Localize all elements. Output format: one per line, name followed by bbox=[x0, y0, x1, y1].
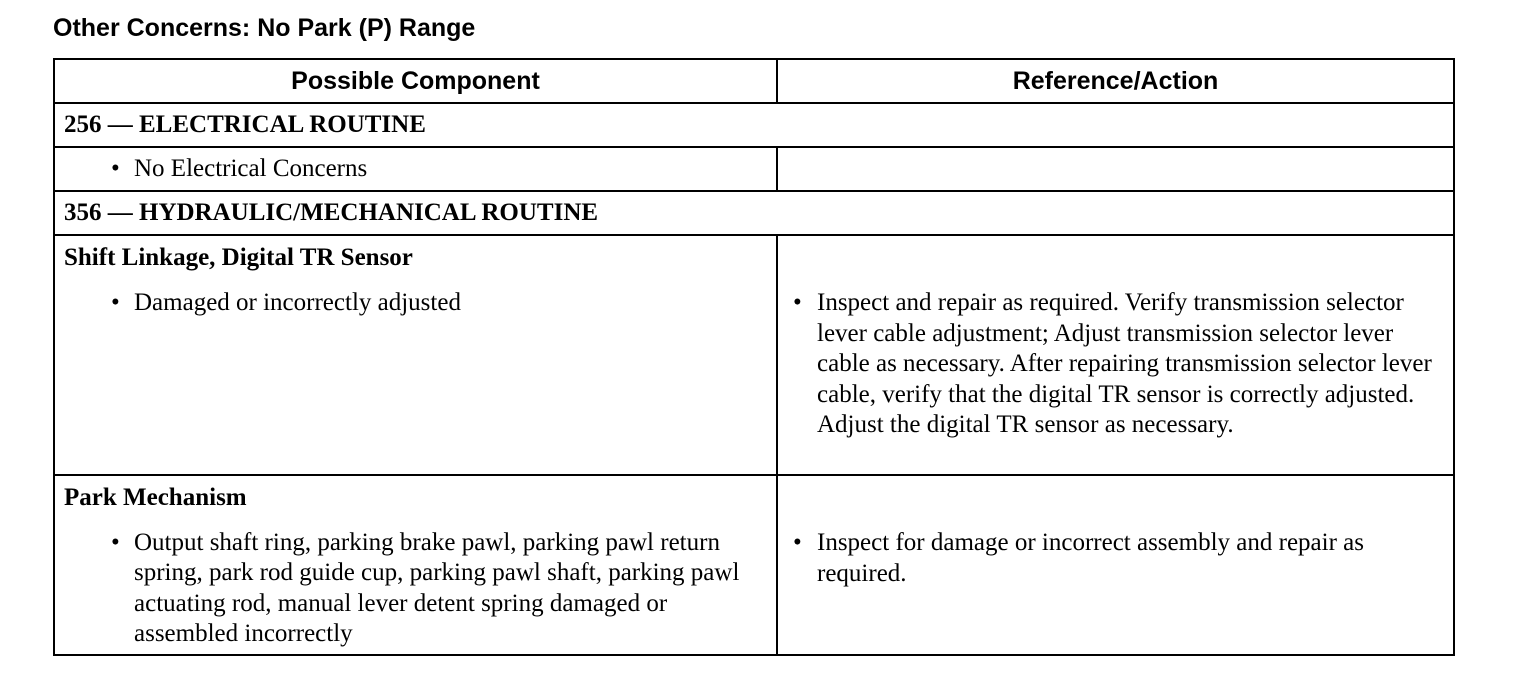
column-header-possible-component: Possible Component bbox=[54, 59, 777, 103]
component-heading: Park Mechanism bbox=[64, 484, 247, 511]
component-list bbox=[55, 528, 776, 650]
component-heading: Shift Linkage, Digital TR Sensor bbox=[64, 244, 413, 271]
bullet-icon: • bbox=[111, 528, 120, 556]
routine-row bbox=[54, 103, 1454, 147]
component-cell bbox=[54, 235, 777, 475]
list-item: • Inspect and repair as required. Verify transmission selector lever cable adjustment; Adjust transmission selector lever cable as necessary. After repairing transmission selector lever cable, verify that the digital TR sensor is correctly adjusted. Adjust the digital TR sensor as necessary. bbox=[793, 289, 1432, 438]
routine-row bbox=[54, 191, 1454, 235]
action-cell bbox=[777, 475, 1454, 655]
bullet-icon: • bbox=[111, 154, 120, 182]
bullet-icon: • bbox=[793, 289, 802, 316]
list-item: • Damaged or incorrectly adjusted bbox=[55, 288, 776, 319]
action-cell bbox=[777, 147, 1454, 191]
list-item: • Inspect for damage or incorrect assembly and repair as required. bbox=[793, 529, 1364, 587]
component-cell bbox=[54, 475, 777, 655]
routine-title: 256 — ELECTRICAL ROUTINE bbox=[54, 103, 1454, 147]
list-item: • No Electrical Concerns bbox=[55, 154, 776, 185]
bullet-icon: • bbox=[793, 529, 802, 556]
table-header-row bbox=[54, 59, 1454, 103]
table-row bbox=[54, 147, 1454, 191]
action-cell bbox=[777, 235, 1454, 475]
list-item: • Output shaft ring, parking brake pawl, parking pawl return spring, park rod guide cup, parking pawl shaft, parking pawl actuating rod, manual lever detent spring damaged or assembled incorrectly bbox=[111, 528, 740, 647]
action-list bbox=[778, 288, 1453, 441]
component-list bbox=[55, 288, 776, 319]
page-title: Other Concerns: No Park (P) Range bbox=[53, 14, 476, 42]
table-row bbox=[54, 235, 1454, 475]
column-header-reference-action: Reference/Action bbox=[777, 59, 1454, 103]
routine-title: 356 — HYDRAULIC/MECHANICAL ROUTINE bbox=[54, 191, 1454, 235]
table-row bbox=[54, 475, 1454, 655]
action-list bbox=[778, 528, 1453, 589]
component-list bbox=[55, 154, 776, 185]
bullet-icon: • bbox=[111, 288, 120, 316]
component-cell bbox=[54, 147, 777, 191]
concerns-table bbox=[53, 58, 1455, 656]
